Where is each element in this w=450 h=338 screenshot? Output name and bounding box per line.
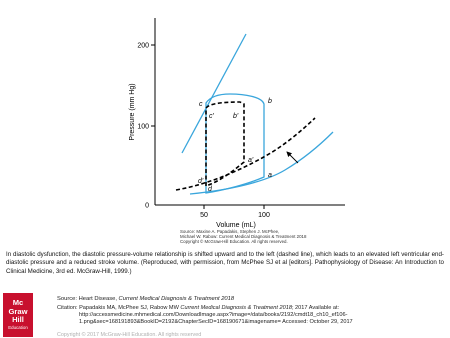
point-label-c: c bbox=[199, 101, 203, 108]
point-label-d-prime: d' bbox=[198, 178, 204, 185]
normal-diastolic-curve bbox=[190, 132, 333, 194]
logo-line-3: Hill bbox=[12, 315, 24, 325]
point-label-b-prime: b' bbox=[233, 113, 239, 120]
source-title: Current Medical Diagnosis & Treatment 2018 bbox=[118, 296, 235, 302]
figure-source-line-3: Copyright © McGraw-Hill Education. All rights reserved. bbox=[180, 239, 288, 244]
citation-title: Current Medical Diagnosis & Treatment 2018 bbox=[180, 305, 292, 311]
logo-line-2: Graw bbox=[8, 306, 28, 316]
citation bbox=[57, 305, 387, 327]
x-axis-label: Volume (mL) bbox=[216, 222, 256, 229]
source-line bbox=[57, 296, 234, 302]
y-tick-label-200: 200 bbox=[137, 42, 149, 50]
point-label-d: d bbox=[208, 186, 212, 193]
figure-caption: In diastolic dysfunction, the diastolic pressure-volume relationship is shifted upward and to the left (dashed line), which leads to an elevated left ventricular end-diastolic pressure and a reduced stroke volume. (Reproduced, with permission, from McPhee SJ et al [editors]. Pathophysiology of Disease: An Introduction to Clinical Medicine, 3rd ed. McGraw-Hill, 1999.) bbox=[6, 251, 444, 275]
logo-line-1: Mc bbox=[12, 298, 24, 308]
x-tick-label-100: 100 bbox=[258, 212, 270, 219]
x-tick-label-50: 50 bbox=[200, 212, 208, 219]
y-tick-label-100: 100 bbox=[137, 123, 149, 131]
normal-pv-loop bbox=[206, 94, 264, 193]
point-label-a-prime: a' bbox=[248, 157, 254, 164]
figure-source-line-2: Michael W. Rabow: Current Medical Diagnosis & Treatment 2018 bbox=[180, 234, 307, 239]
figure-source-line-1: Source: Maxine A. Papadakis, Stephen J. McPhee, bbox=[180, 229, 280, 234]
point-label-c-prime: c' bbox=[209, 113, 214, 120]
shift-arrow bbox=[287, 152, 298, 163]
point-label-a: a bbox=[268, 172, 272, 179]
y-tick-label-0: 0 bbox=[145, 202, 149, 210]
mcgraw-hill-logo bbox=[3, 293, 33, 337]
citation-prefix: Citation: Papadakis MA, McPhee SJ, Rabow MW bbox=[57, 305, 181, 311]
source-prefix: Source: Heart Disease, bbox=[57, 296, 119, 302]
y-axis-label: Pressure (mm Hg) bbox=[129, 83, 136, 141]
dysfunction-diastolic-curve bbox=[176, 118, 315, 190]
point-label-b: b bbox=[268, 98, 272, 105]
citation-suffix: ; 2017 Available at: bbox=[291, 305, 340, 311]
footer bbox=[0, 292, 450, 338]
end-systolic-line bbox=[182, 34, 246, 153]
citation-url-line-2[interactable]: 1.png&sec=168191893&BookID=2192&ChapterSecID=168190671&imagename= Accessed: October 29, 2017 bbox=[79, 319, 353, 326]
logo-line-4: Education bbox=[8, 324, 28, 330]
citation-url-line-1[interactable]: http://accessmedicine.mhmedical.com/DownloadImage.aspx?image=/data/books/2192/cmdt18_ch10_ef106- bbox=[79, 312, 348, 319]
copyright-notice: Copyright © 2017 McGraw-Hill Education. All rights reserved bbox=[57, 332, 202, 338]
